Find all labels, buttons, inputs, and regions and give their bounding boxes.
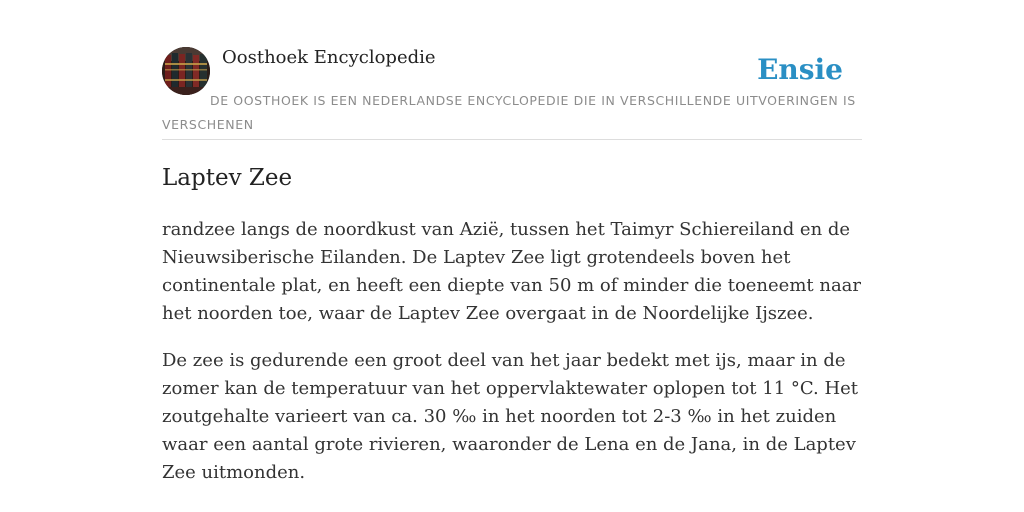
article-paragraph: randzee langs de noordkust van Azië, tussen het Taimyr Schiereiland en de Nieuwsiberische Eilanden. De Laptev Zee ligt grotendeels boven het continentale plat, en heeft een diepte van 50 m of minder die toeneemt naar het noorden toe, waar de Laptev Zee overgaat in de Noordelijke Ijszee. [162,219,862,324]
source-tagline: DE OOSTHOEK IS EEN NEDERLANDSE ENCYCLOPEDIE DIE IN VERSCHILLENDE UITVOERINGEN IS VERSCHENEN [162,93,856,132]
article [162,160,862,487]
encyclopedia-books-icon[interactable] [162,47,210,95]
article-title: Laptev Zee [162,165,293,191]
brand-logo[interactable]: Ensie [757,53,843,86]
source-title[interactable]: Oosthoek Encyclopedie [222,47,436,68]
source-header [162,46,862,140]
article-paragraph: De zee is gedurende een groot deel van het jaar bedekt met ijs, maar in de zomer kan de temperatuur van het oppervlaktewater oplopen tot 11 °C. Het zoutgehalte varieert van ca. 30 ‰ in het noorden tot 2-3 ‰ in het zuiden waar een aantal grote rivieren, waaronder de Lena en de Jana, in de Laptev Zee uitmonden. [162,350,859,483]
